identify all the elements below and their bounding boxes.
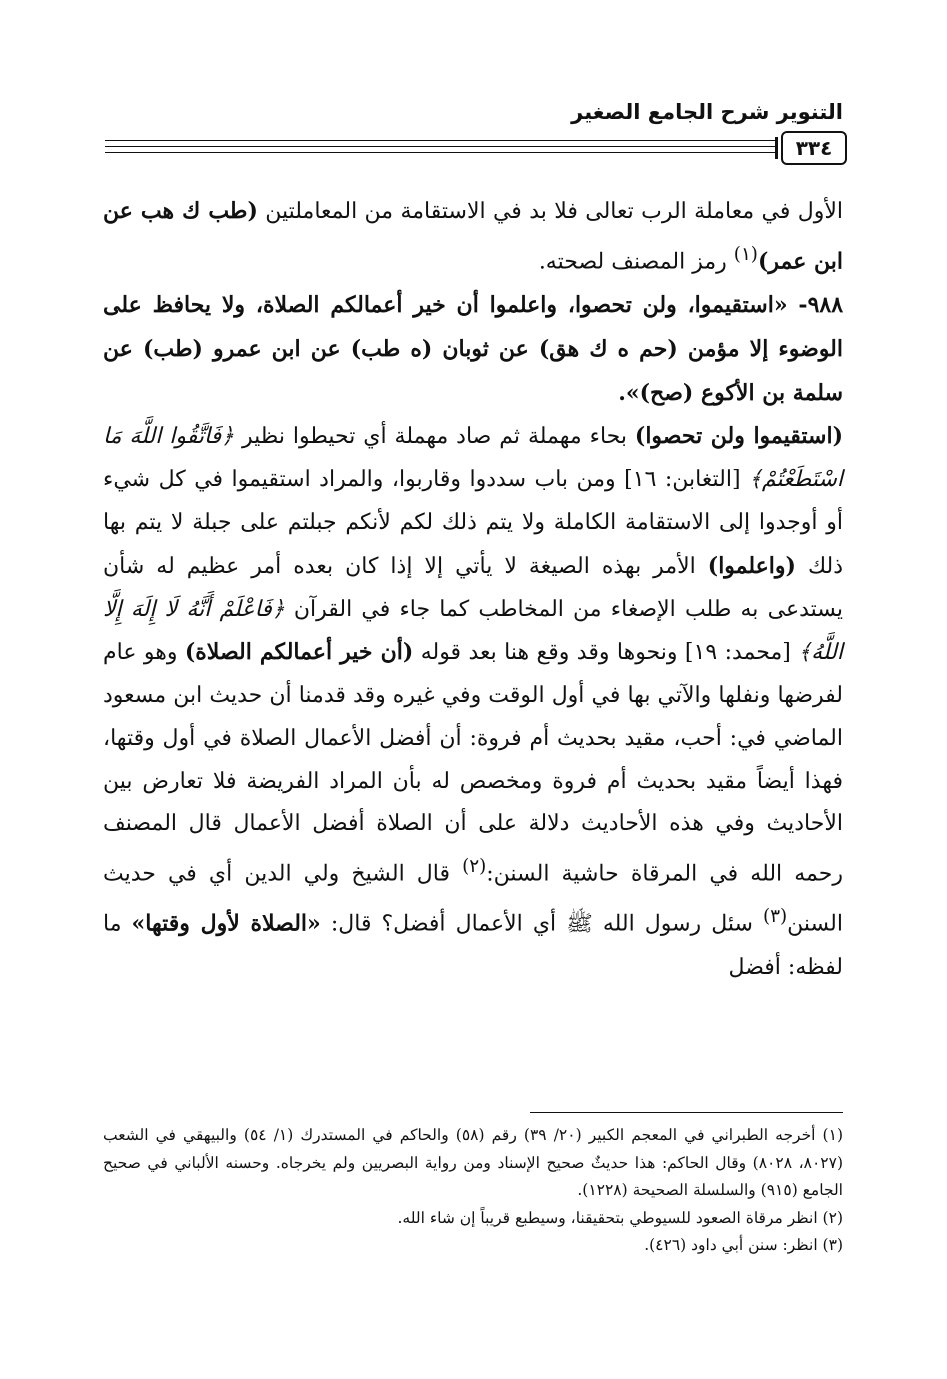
- hadith-number: ٩٨٨-: [787, 291, 844, 318]
- commentary-paragraph: (استقيموا ولن تحصوا) بحاء مهملة ثم صاد مهملة أي تحيطوا نظير ﴿فَاتَّقُوا اللَّهَ مَا اسْتَطَعْتُمْ﴾ [التغابن: ١٦] ومن باب سددوا وقاربوا، والمراد استقيموا في كل شيء أو أوجدوا إلى الاستقامة الكاملة ولا يتم ذلك لكم لأنكم جبلتم على جبلة لا يتم بها ذلك (واعلموا) الأمر بهذه الصيغة لا يأتي إلا إذا كان بعده أمر عظيم له شأن يستدعى به طلب الإصغاء من المخاطب كما جاء في القرآن ﴿فَاعْلَمْ أَنَّهُ لَا إِلَهَ إِلَّا اللَّهُ﴾ [محمد: ١٩] ونحوها وقد وقع هنا بعد قوله (أن خير أعمالكم الصلاة) وهو عام لفرضها ونفلها والآتي بها في أول الوقت وفي غيره وقد قدمنا أن حديث ابن مسعود الماضي في: أحب، مقيد بحديث أم فروة: أن أفضل الأعمال الصلاة في أول وقتها، فهذا أيضاً مقيد بحديث أم فروة ومخصص له بأن المراد الفريضة فلا تعارض بين الأحاديث وفي هذه الأحاديث دلالة على أن الصلاة أفضل الأعمال قال المصنف رحمه الله في المرقاة حاشية السنن:$^{(٢)}$ قال الشيخ ولي الدين أي في حديث السنن$^{(٣)}$ سئل رسول الله ﷺ أي الأعمال أفضل؟ قال: «الصلاة لأول وقتها» ما لفظه: أفضل: [103, 423, 844, 980]
- footnote-ref: (١): [733, 243, 758, 265]
- footnote-ref: (٣): [763, 906, 788, 928]
- main-text: [103, 190, 843, 989]
- footnote-2: (٢) انظر مرقاة الصعود للسيوطي بتحقيقنا، وسيطبع قريباً إن شاء الله.: [397, 1208, 843, 1227]
- footnotes: [103, 1122, 843, 1260]
- running-title: التنوير شرح الجامع الصغير: [571, 100, 843, 124]
- footnote-ref: (٢): [462, 856, 487, 878]
- header-rule: [105, 152, 777, 153]
- verse-reference: [محمد: ١٩]: [677, 640, 799, 666]
- hadith-text: «استقيموا، ولن تحصوا، واعلموا أن خير أعمالكم الصلاة، ولا يحافظ على الوضوء إلا مؤمن (حم ه ك هق) عن ثوبان (ه طب) عن ابن عمرو (طب) عن سلمة بن الأكوع (صح)».: [103, 291, 843, 406]
- quran-verse: ﴿فَاعْلَمْ أَنَّهُ لَا إِلَهَ إِلَّا اللَّهُ﴾: [103, 596, 844, 666]
- header-rule: [105, 140, 777, 141]
- footnote-1: (١) أخرجه الطبراني في المعجم الكبير (٢٠/ ٣٩) رقم (٥٨) والحاكم في المستدرك (١/ ٥٤) والبيهقي في الشعب (٨٠٢٧، ٨٠٢٨) وقال الحاكم: هذا حديثٌ صحيح الإسناد ومن رواية البصريين ولم يخرجاه. وحسنه الألباني في صحيح الجامع (٩١٥) والسلسلة الصحيحة (١٢٢٨).: [103, 1126, 843, 1199]
- page-number: ٣٣٤: [781, 131, 847, 165]
- footnote-3: (٣) انظر: سنن أبي داود (٤٢٦).: [644, 1236, 843, 1254]
- verse-reference: [التغابن: ١٦]: [615, 467, 750, 493]
- quran-verse: ﴿فَاتَّقُوا اللَّهَ مَا اسْتَطَعْتُمْ﴾: [103, 424, 844, 493]
- header-rule: [105, 146, 777, 147]
- page-header: [105, 100, 843, 180]
- hadith-paragraph: [103, 284, 843, 415]
- footnote-rule: [530, 1112, 843, 1113]
- paragraph: الأول في معاملة الرب تعالى فلا بد في الاستقامة من المعاملتين (طب ك هب عن ابن عمر)$^{(١)}$ رمز المصنف لصحته.: [103, 198, 843, 275]
